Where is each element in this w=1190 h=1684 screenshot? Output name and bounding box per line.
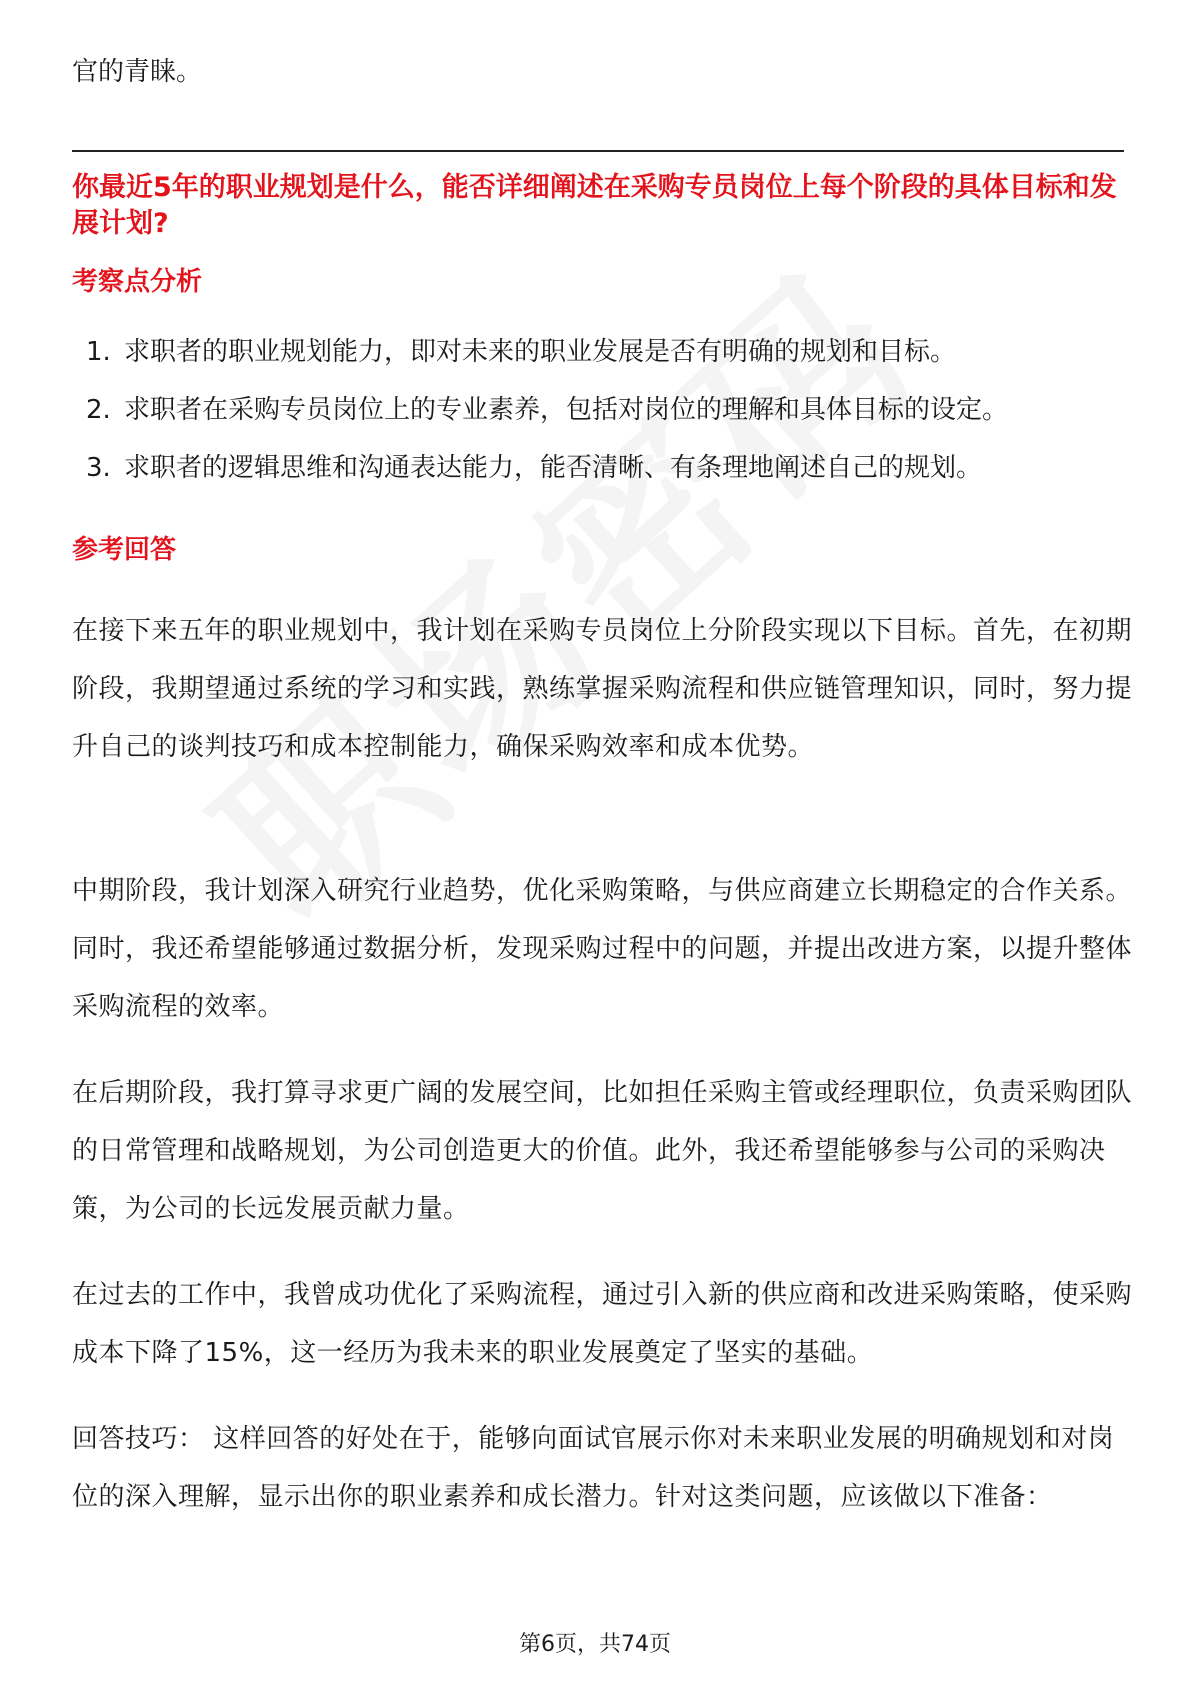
- answer-paragraph: 在接下来五年的职业规划中，我计划在采购专员岗位上分阶段实现以下目标。首先，在初期阶段，我期望通过系统的学习和实践，熟练掌握采购流程和供应链管理知识，同时，努力提升自己的谈判技巧和成本控制能力，确保采购效率和成本优势。: [72, 616, 1133, 762]
- list-item-text: 求职者在采购专员岗位上的专业素养，包括对岗位的理解和具体目标的设定。: [124, 395, 1009, 425]
- page-number: 第6页，共74页: [519, 1632, 671, 1657]
- list-item: [72, 392, 1132, 450]
- answer-paragraph: 在后期阶段，我打算寻求更广阔的发展空间，比如担任采购主管或经理职位，负责采购团队的日常管理和战略规划，为公司创造更大的价值。此外，我还希望能够参与公司的采购决策，为公司的长远发展贡献力量。: [72, 1078, 1133, 1224]
- section-divider: [72, 150, 1124, 152]
- list-item-number: 2.: [86, 395, 111, 425]
- answer-paragraph: 在过去的工作中，我曾成功优化了采购流程，通过引入新的供应商和改进采购策略，使采购成本下降了15%，这一经历为我未来的职业发展奠定了坚实的基础。: [72, 1280, 1133, 1368]
- answer-paragraph: 中期阶段，我计划深入研究行业趋势，优化采购策略，与供应商建立长期稳定的合作关系。同时，我还希望能够通过数据分析，发现采购过程中的问题，并提出改进方案，以提升整体采购流程的效率。: [72, 876, 1133, 1022]
- interview-question: 你最近5年的职业规划是什么，能否详细阐述在采购专员岗位上每个阶段的具体目标和发展计划?: [72, 172, 1117, 239]
- watermark: [150, 198, 966, 973]
- continued-text: 官的青睐。: [72, 57, 203, 87]
- analysis-list: [72, 334, 1132, 508]
- answer-tip-paragraph: 回答技巧： 这样回答的好处在于，能够向面试官展示你对未来职业发展的明确规划和对岗位的深入理解，显示出你的职业素养和成长潜力。针对这类问题，应该做以下准备：: [72, 1424, 1115, 1512]
- analysis-heading: 考察点分析: [72, 267, 203, 297]
- list-item-number: 3.: [86, 453, 111, 483]
- list-item-number: 1.: [86, 337, 111, 367]
- list-item: [72, 450, 1132, 508]
- list-item-text: 求职者的职业规划能力，即对未来的职业发展是否有明确的规划和目标。: [124, 337, 957, 367]
- list-item: [72, 334, 1132, 392]
- answer-heading: 参考回答: [72, 535, 177, 565]
- list-item-text: 求职者的逻辑思维和沟通表达能力，能否清晰、有条理地阐述自己的规划。: [124, 453, 983, 483]
